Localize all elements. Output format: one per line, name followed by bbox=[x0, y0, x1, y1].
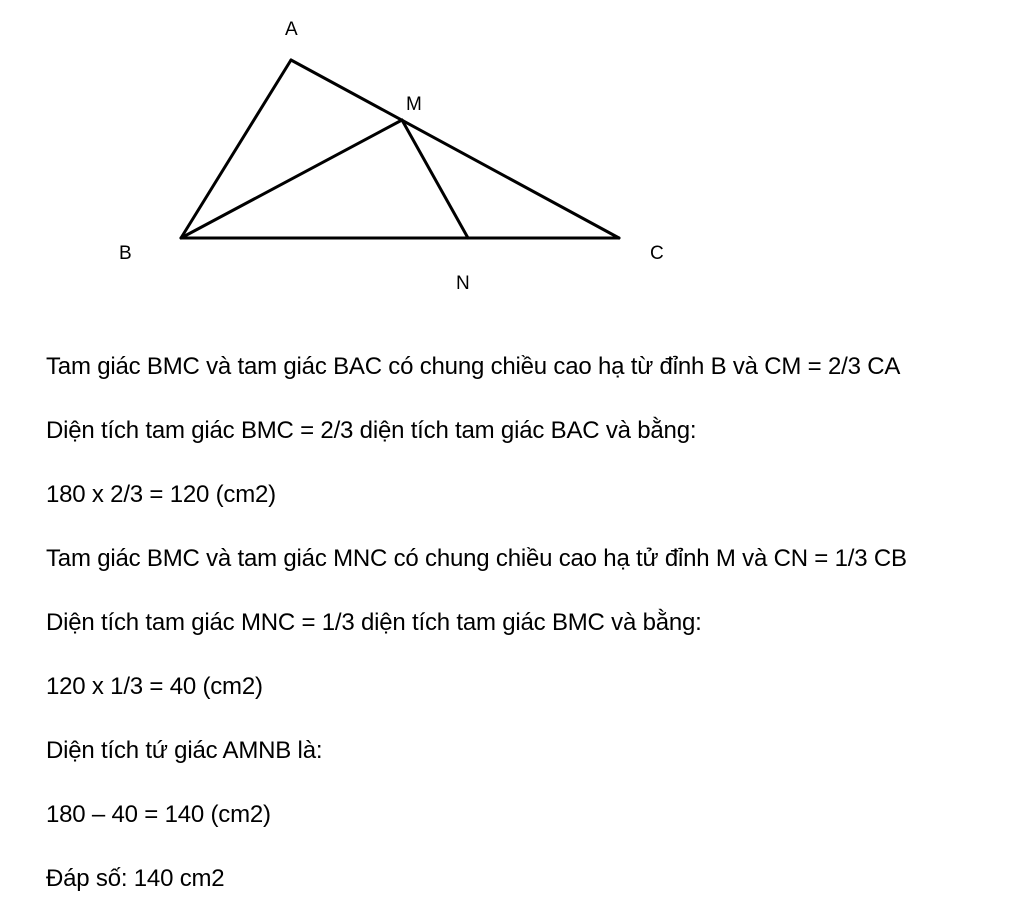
solution-line-7: Diện tích tứ giác AMNB là: bbox=[46, 737, 323, 764]
vertex-label-A: A bbox=[285, 19, 298, 40]
solution-line-2: Diện tích tam giác BMC = 2/3 diện tích tam giác BAC và bằng: bbox=[46, 417, 697, 444]
segment-BM bbox=[181, 120, 402, 238]
triangle-figure bbox=[0, 0, 1024, 320]
solution-line-8: 180 – 40 = 140 (cm2) bbox=[46, 801, 271, 828]
solution-line-4: Tam giác BMC và tam giác MNC có chung chiều cao hạ tử đỉnh M và CN = 1/3 CB bbox=[46, 545, 907, 572]
vertex-label-M: M bbox=[406, 94, 422, 115]
vertex-label-B: B bbox=[119, 243, 132, 264]
vertex-label-C: C bbox=[650, 243, 664, 264]
solution-line-6: 120 x 1/3 = 40 (cm2) bbox=[46, 673, 263, 700]
solution-line-5: Diện tích tam giác MNC = 1/3 diện tích tam giác BMC và bằng: bbox=[46, 609, 702, 636]
vertex-label-N: N bbox=[456, 273, 470, 294]
solution-line-1: Tam giác BMC và tam giác BAC có chung chiều cao hạ từ đỉnh B và CM = 2/3 CA bbox=[46, 353, 901, 380]
solution-line-3: 180 x 2/3 = 120 (cm2) bbox=[46, 481, 276, 508]
solution-line-9: Đáp số: 140 cm2 bbox=[46, 865, 225, 892]
segment-AC bbox=[291, 60, 619, 238]
triangle-diagram bbox=[0, 0, 1024, 320]
segment-AB bbox=[181, 60, 291, 238]
